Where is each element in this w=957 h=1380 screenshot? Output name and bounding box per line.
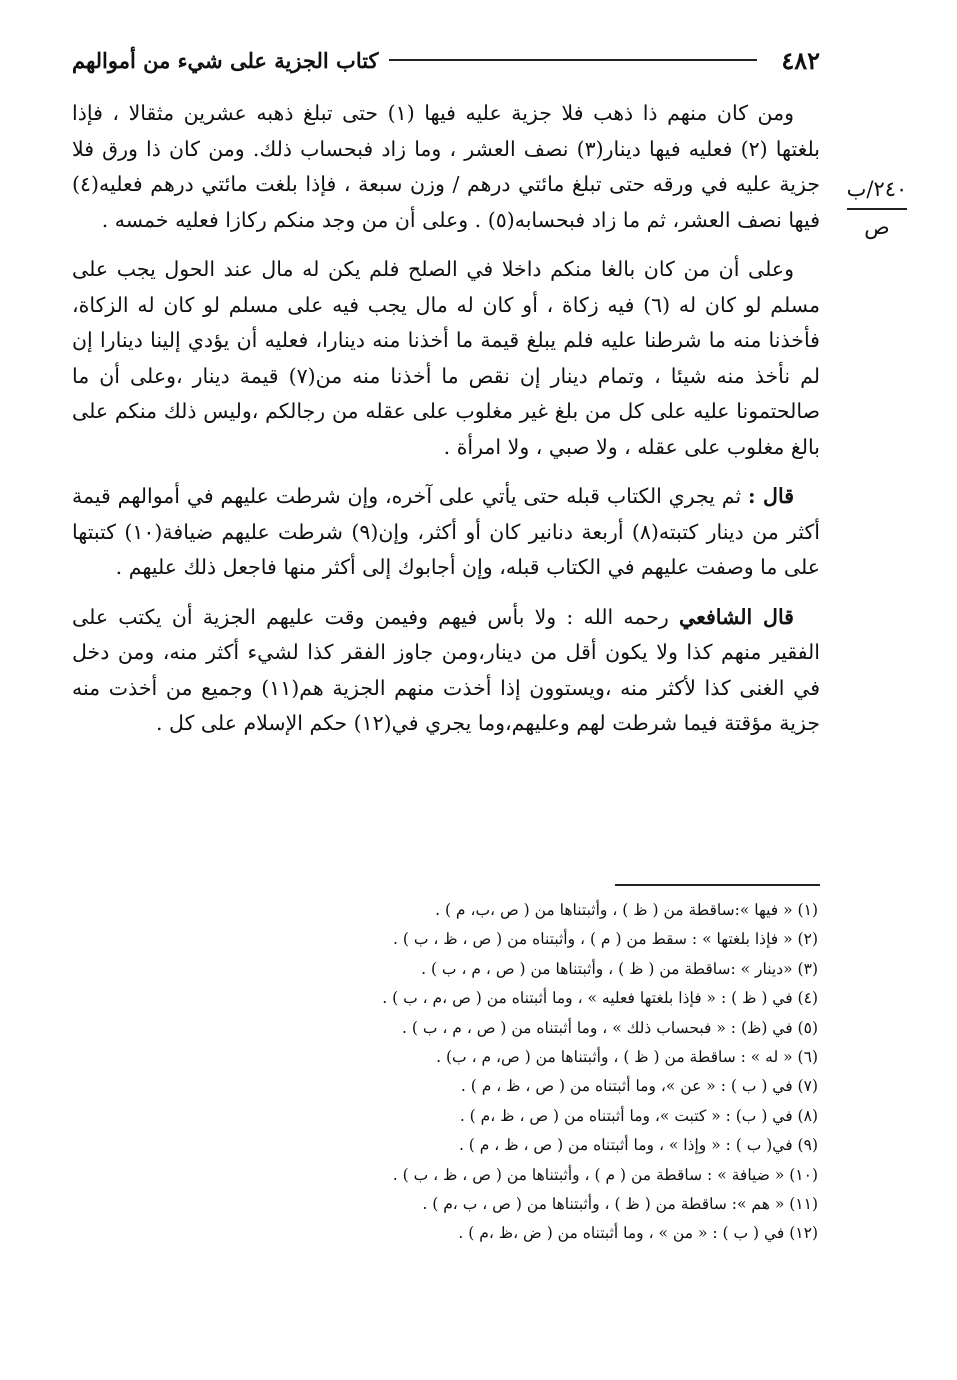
paragraph-text: وعلى أن من كان بالغا منكم داخلا في الصلح فلم يكن له مال عند الحول يجب على مسلم لو كان له (٦) فيه زكاة ، أو كان له مال يجب فيه على مسلم لو كان له الزكاة، فأخذنا منه ما شرطنا عليه فلم يبلغ قيمة ما أخذنا منه دينارا، فعليه أن يؤدي إلينا دينارا إن لم نأخذ منه شيئا ، وتمام دينار إن نقص ما أخذنا منه من(٧) قيمة دينار ،وعلى أن ما صالحتمونا عليه على كل من بلغ غير مغلوب على عقله من رجالكم ،وليس ذلك منكم على بالغ مغلوب على عقله ، ولا صبي ، ولا امرأة . — [72, 257, 820, 459]
footnote: (٢) « فإذا بلغتها » : سقط من ( م ) ، وأثبتناه من ( ص ، ظ ، ب ) . — [392, 930, 818, 949]
page-number: ٤٨٢ — [781, 45, 820, 75]
running-title: كتاب الجزية على شيء من أموالهم — [72, 47, 379, 73]
header-rule — [389, 59, 758, 61]
footnote: (١٢) في ( ب ) : « من » ، وما أثبتناه من ( ض ،ظ ،م ) . — [458, 1224, 818, 1243]
footnote: (٧) في ( ب ) : « عن »، وما أثبتناه من ( ص ، ظ ، م ) . — [460, 1077, 818, 1096]
paragraph-text: ثم يجري الكتاب قبله حتى يأتي على آخره، وإن شرطت عليهم في أموالهم قيمة أكثر من دينار كتبته(٨) أربعة دنانير كان أو أكثر، وإن(٩) شرطت عليهم ضيافة(١٠) كتبتها على ما وصفت عليهم في الكتاب قبله، وإن أجابوك إلى أكثر منها فاجعل ذلك عليهم . — [72, 484, 821, 579]
footnote-separator — [615, 884, 820, 886]
paragraph — [72, 600, 820, 742]
footnote: (٣) «دينار » :ساقطة من ( ظ ) ، وأثبتناها من ( ص ، م ، ب ) . — [421, 959, 818, 978]
page-header — [72, 40, 820, 80]
footnotes — [250, 896, 818, 1249]
footnote: (٩) في( ب ) : « وإذا » ، وما أثبتناه من ( ص ، ظ ، م ) . — [458, 1136, 818, 1155]
manuscript-folio-note — [842, 172, 912, 244]
footnote: (١) « فيها »:ساقطة من ( ظ ) ، وأثبتناها من ( ص ،ب، م ) . — [435, 901, 818, 919]
paragraph — [72, 96, 820, 238]
footnote: (١١) « هم »: ساقطة من ( ظ ) ، وأثبتناها من ( ص ، ب ،م ) . — [422, 1195, 818, 1214]
paragraph-text: ومن كان منهم ذا ذهب فلا جزية عليه فيها (١) حتى تبلغ ذهبه عشرين مثقالا ، فإذا بلغتها (٢) فعليه فيها دينار(٣) نصف العشر ، وما زاد فبحساب ذلك. ومن كان ذا ورق فلا جزية عليه في ورقه حتى تبلغ مائتي درهم / وزن سبعة ، فإذا بلغت مائتي درهم فعليه(٤) فيها نصف العشر، ثم ما زاد فبحسابه(٥) . وعلى أن من وجد منكم ركازا فعليه خمسه . — [72, 101, 821, 232]
footnote: (٨) في ( ب) : « كتبت »، وما أثبتناه من ( ص ، ظ ،م ) . — [459, 1106, 818, 1125]
paragraph — [72, 479, 820, 586]
manuscript-siglum: ص — [864, 215, 890, 239]
footnote: (٥) في (ظ) : « فبحساب ذلك » ، وما أثبتناه من ( ص ، م ، ب ) . — [402, 1018, 818, 1037]
paragraph-text: رحمه الله : ولا بأس فيهم وفيمن وقت عليهم الجزية أن يكتب على الفقير منهم كذا ولا يكون أقل من دينار،ومن جاوز الفقر كذا لشيء أكثر منه، ومن دخل في الغنى كذا لأكثر منه ،ويستوون إذا أخذت منهم الجزية هم(١١) وجميع من أخذت منه جزية مؤقتة فيما شرطت لهم وعليهم،وما يجري في(١٢) حكم الإسلام على كل . — [72, 604, 820, 735]
footnote: (١٠) « ضيافة » : ساقطة من ( م ) ، وأثبتناها من ( ص ، ظ ، ب ) . — [392, 1165, 818, 1184]
paragraph-lead: قال : — [748, 484, 794, 508]
footnote: (٦) « له » : ساقطة من ( ظ ) ، وأثبتناها من ( ص، م ، ب) . — [436, 1048, 818, 1067]
main-text — [72, 96, 820, 756]
paragraph — [72, 252, 820, 465]
folio-marker: ٢٤٠/ب — [846, 177, 908, 201]
paragraph-lead: قال الشافعي — [678, 604, 794, 629]
footnote: (٤) في ( ظ ) : « فإذا بلغتها فعليه » ، وما أثبتناه من ( ص ،م ، ب ) . — [382, 989, 818, 1008]
